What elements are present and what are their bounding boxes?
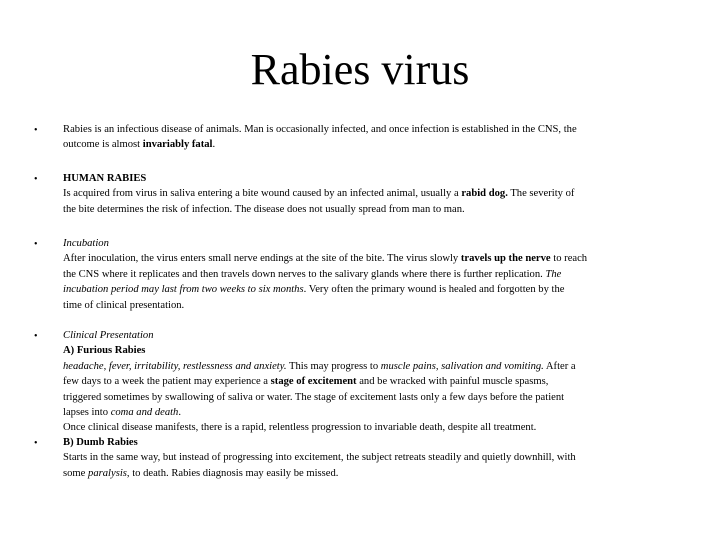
section-heading: HUMAN RABIES	[63, 173, 147, 184]
text-line: headache, fever, irritability, restlessness and anxiety. This may progress to muscle pains, salivation and vomiting. After a	[63, 360, 576, 372]
emphasis-text: incubation period may last from two weeks to six months	[63, 284, 304, 296]
bullet-item-dumb-rabies	[63, 435, 658, 481]
text-line: Once clinical disease manifests, there is a rapid, relentless progression to invariable death, despite all treatment.	[63, 422, 537, 434]
slide-title: Rabies virus	[250, 45, 470, 94]
text-line: Starts in the same way, but instead of progressing into excitement, the subject retreats steadily and quietly downhill, with	[63, 452, 576, 464]
emphasis-text: travels up the nerve	[460, 253, 551, 265]
bullet-item-incubation	[63, 236, 658, 313]
text-line: incubation period may last from two weeks to six months. Very often the primary wound is healed and forgotten by the	[63, 284, 565, 296]
text-line: lapses into coma and death.	[63, 407, 182, 419]
bullet-item-human-rabies	[63, 171, 658, 217]
bullet-icon: •	[34, 174, 38, 185]
subheading: A) Furious Rabies	[63, 345, 146, 357]
text-line: Is acquired from virus in saliva entering a bite wound caused by an infected animal, usually a rabid dog. The severity of	[63, 188, 575, 200]
bullet-item-clinical	[63, 328, 658, 436]
section-heading: Incubation	[63, 238, 109, 249]
text-line: outcome is almost invariably fatal.	[63, 139, 216, 151]
text-line: few days to a week the patient may experience a stage of excitement and be wracked with painful muscle spasms,	[63, 376, 549, 388]
bullet-icon: •	[34, 438, 38, 449]
text-line: Rabies is an infectious disease of animals. Man is occasionally infected, and once infection is established in the CNS, the	[63, 124, 577, 135]
bullet-item-intro	[63, 122, 658, 153]
subheading: B) Dumb Rabies	[63, 437, 138, 448]
text-line: some paralysis, to death. Rabies diagnosis may easily be missed.	[63, 467, 339, 479]
text-line: the bite determines the risk of infection. The disease does not usually spread from man to man.	[63, 203, 465, 215]
text-line: the CNS where it replicates and then travels down nerves to the salivary glands where there is further replication. The	[63, 268, 562, 280]
text-line: After inoculation, the virus enters small nerve endings at the site of the bite. The virus slowly travels up the nerve to reach	[63, 253, 588, 265]
text-line: triggered sometimes by swallowing of saliva or water. The stage of excitement lasts only a few days before the patient	[63, 391, 565, 403]
bullet-icon: •	[34, 125, 38, 136]
bullet-icon: •	[34, 239, 38, 250]
emphasis-text: stage of excitement	[270, 376, 357, 388]
text-line: time of clinical presentation.	[63, 299, 185, 311]
emphasis-text: invariably fatal	[142, 139, 213, 151]
emphasis-text: rabid dog.	[461, 188, 508, 200]
section-heading: Clinical Presentation	[63, 330, 154, 341]
bullet-icon: •	[34, 331, 38, 342]
